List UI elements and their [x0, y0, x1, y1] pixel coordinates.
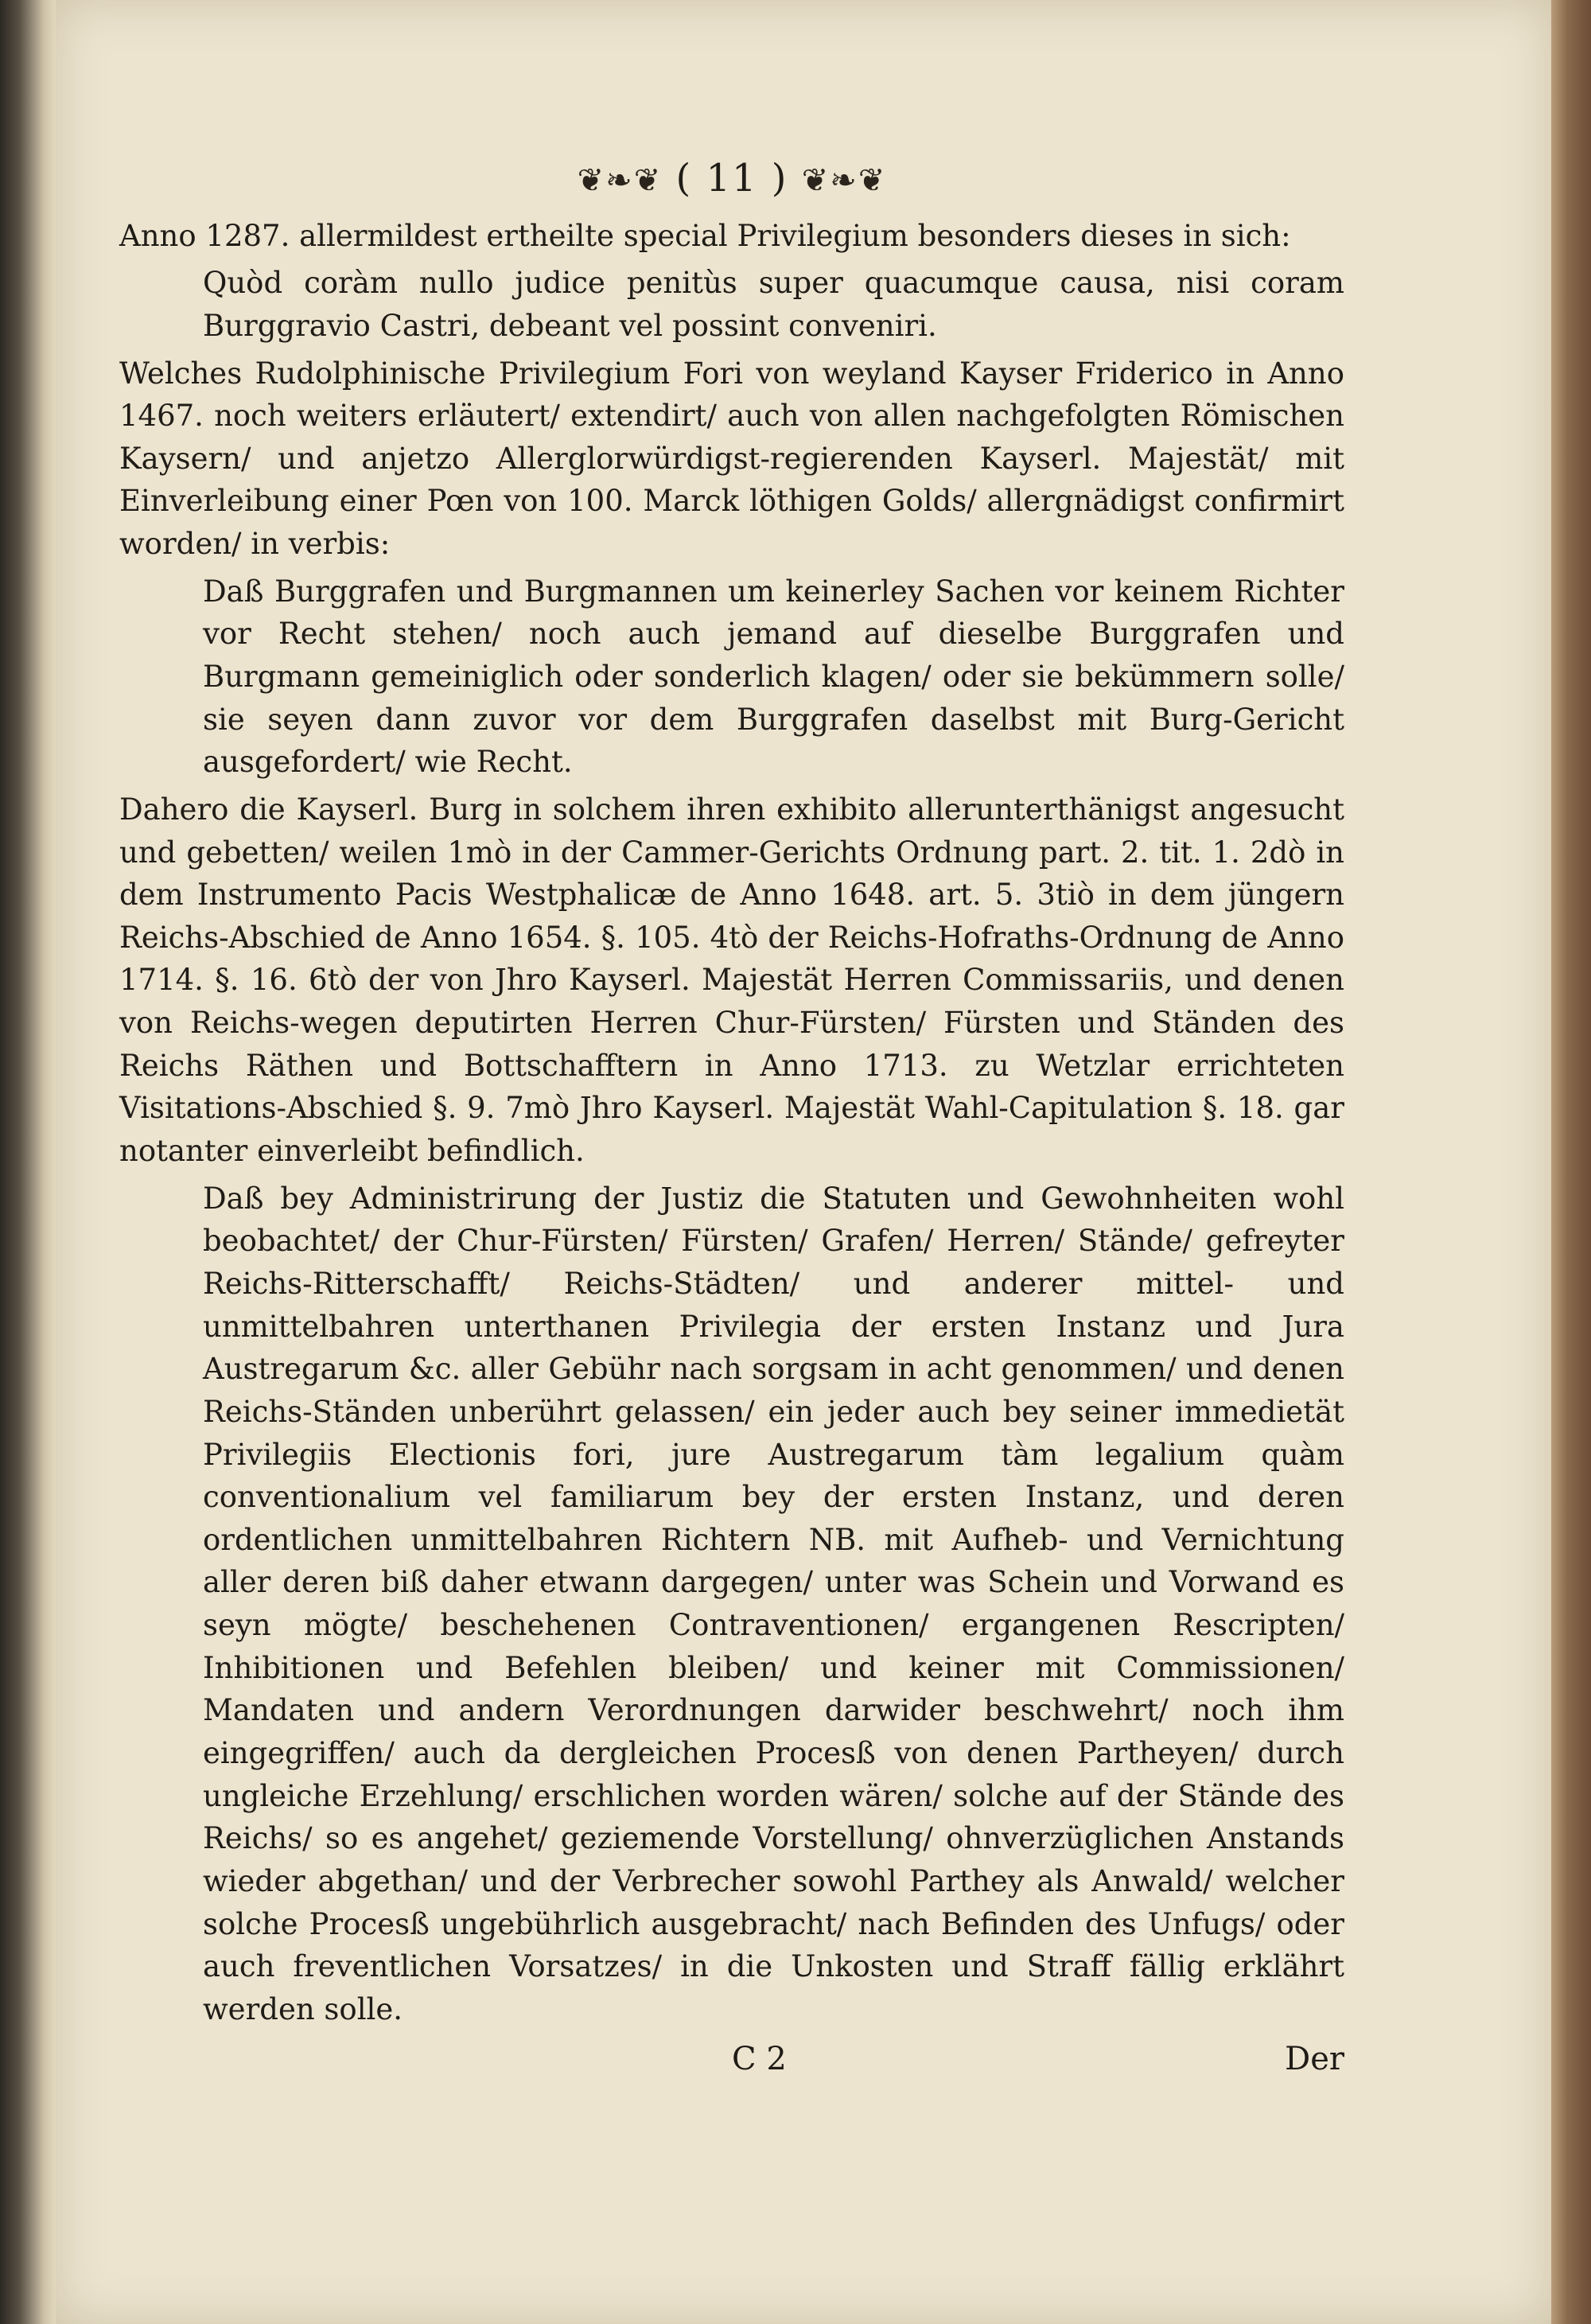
page-header — [119, 151, 1344, 207]
catchword: Der — [1285, 2040, 1344, 2077]
ornament-left-icon: ❦❧❦ — [577, 162, 663, 199]
page-footer — [119, 2036, 1344, 2092]
ornament-right-icon: ❦❧❦ — [801, 162, 887, 199]
paragraph-petition: Dahero die Kayserl. Burg in solchem ihren exhibito allerunterthänigst angesucht und gebetten/ weilen 1mò in der Cammer-Gerichts Ordnung part. 2. tit. 1. 2dò in dem Instrumento Pacis Westphalicæ de Anno 1648. art. 5. 3tiò in dem jüngern Reichs-Abschied de Anno 1654. §. 105. 4tò der Reichs-Hofraths-Ordnung de Anno 1714. §. 16. 6tò der von Jhro Kayserl. Majestät Herren Commissariis, und denen von Reichs-wegen deputirten Herren Chur-Fürsten/ Fürsten und Ständen des Reichs Räthen und Bottschafftern in Anno 1713. zu Wetzlar errichteten Visitations-Abschied §. 9. 7mò Jhro Kayserl. Majestät Wahl-Capitulation §. 18. gar notanter einverleibt befindlich. — [119, 792, 1344, 1169]
quoted-privilege: Daß Burggrafen und Burgmannen um keinerley Sachen vor keinem Richter vor Recht stehen/ noch auch jemand auf dieselbe Burggrafen und Burgmann gemeiniglich oder sonderlich klagen/ oder sie bekümmern solle/ sie seyen dann zuvor vor dem Burggrafen daselbst mit Burg-Gericht ausgefordert/ wie Recht. — [203, 574, 1344, 780]
page-text — [119, 151, 1344, 2092]
book-gutter — [0, 0, 56, 2324]
latin-quotation: Quòd coràm nullo judice penitùs super quacumque causa, nisi coram Burggravio Castri, debeant vel possint conveniri. — [203, 266, 1344, 343]
paragraph-intro: Anno 1287. allermildest ertheilte special Privilegium besonders dieses in sich: — [119, 218, 1291, 253]
paragraph-rudolphine: Welches Rudolphinische Privilegium Fori von weyland Kayser Friderico in Anno 1467. noch weiters erläutert/ extendirt/ auch von allen nachgefolgten Römischen Kaysern/ und anjetzo Allerglorwürdigst-regierenden Kayserl. Majestät/ mit Einverleibung einer Pœn von 100. Marck löthigen Golds/ allergnädigst confirmirt worden/ in verbis: — [119, 356, 1344, 562]
page-number: ( 11 ) — [675, 156, 788, 200]
signature-mark: C 2 — [732, 2040, 787, 2077]
page-edge — [1551, 0, 1591, 2324]
quoted-capitulation: Daß bey Administrirung der Justiz die Statuten und Gewohnheiten wohl beobachtet/ der Chur-Fürsten/ Fürsten/ Grafen/ Herren/ Stände/ gefreyter Reichs-Ritterschafft/ Reichs-Städten/ und anderer mittel- und unmittelbahren unterthanen Privilegia der ersten Instanz und Jura Austregarum &c. aller Gebühr nach sorgsam in acht genommen/ und denen Reichs-Ständen unberührt gelassen/ ein jeder auch bey seiner immedietät Privilegiis Electionis fori, jure Austregarum tàm legalium quàm conventionalium vel familiarum bey der ersten Instanz, und deren ordentlichen unmittelbahren Richtern NB. mit Aufheb- und Vernichtung aller deren biß daher etwann dargegen/ unter was Schein und Vorwand es seyn mögte/ beschehenen Contraventionen/ ergangenen Rescripten/ Inhibitionen und Befehlen bleiben/ und keiner mit Commissionen/ Mandaten und andern Verordnungen darwider beschwehrt/ noch ihm eingegriffen/ auch da dergleichen Procesß von denen Partheyen/ durch ungleiche Erzehlung/ erschlichen worden wären/ solche auf der Stände des Reichs/ so es angehet/ geziemende Vorstellung/ ohnverzüglichen Anstands wieder abgethan/ und der Verbrecher sowohl Parthey als Anwald/ welcher solche Procesß ungebührlich ausgebracht/ nach Befinden des Unfugs/ oder auch freventlichen Vorsatzes/ in die Unkosten und Straff fällig erklährt werden solle. — [203, 1181, 1344, 2026]
